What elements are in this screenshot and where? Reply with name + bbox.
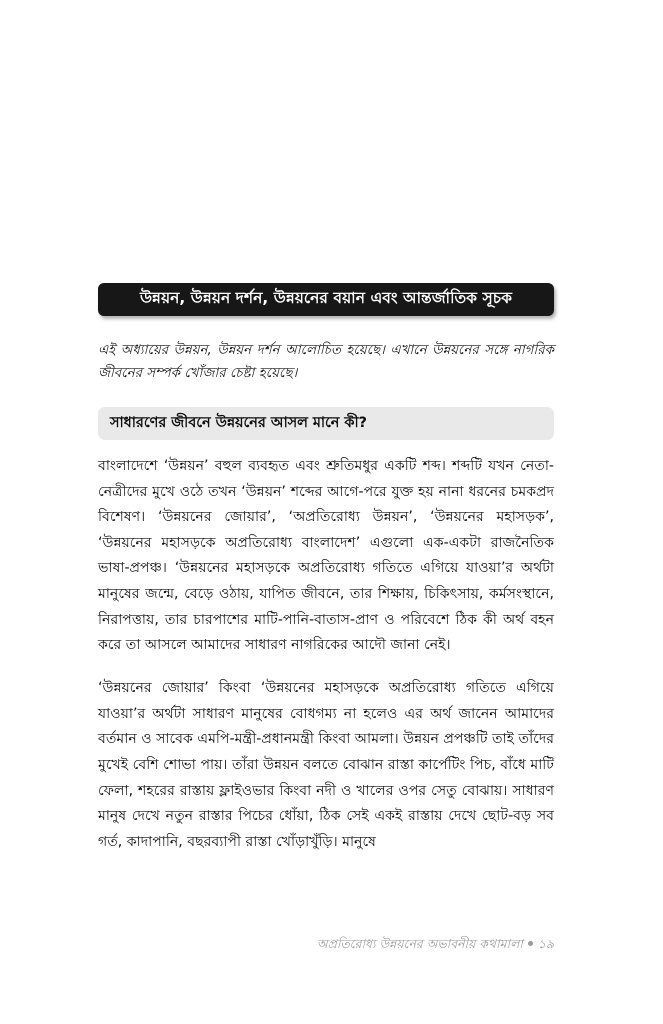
body-paragraph: ‘উন্নয়নের জোয়ার’ কিংবা ‘উন্নয়নের মহাসড়কে অপ্রতিরোধ্য গতিতে এগিয়ে যাওয়া’র অর্থটা সাধারণ মানুষের বোধগম্য না হলেও এর অর্থ জানেন আমাদের বর্তমান ও সাবেক এমপি-মন্ত্রী-প্রধানমন্ত্রী কিংবা আমলা। উন্নয়ন প্রপঞ্চটি তাই তাঁদের মুখেই বেশি শোভা পায়। তাঁরা উন্নয়ন বলতে বোঝান রাস্তা কার্পেটিং পিচ, বাঁধে মাটি ফেলা, শহরের রাস্তায় ফ্লাইওভার কিংবা নদী ও খালের ওপর সেতু বোঝায়। সাধারণ মানুষ দেখে নতুন রাস্তার পিচের ধোঁয়া, ঠিক সেই একই রাস্তায় দেখে ছোট-বড় সব গর্ত, কাদাপানি, বছরব্যাপী রাস্তা খোঁড়াখুঁড়ি। মানুষে [98,679,554,850]
chapter-intro-paragraph: এই অধ্যায়ের উন্নয়ন, উন্নয়ন দর্শন আলোচিত হয়েছে। এখানে উন্নয়নের সঙ্গে নাগরিক জীবনের সম্পর্ক খোঁজার চেষ্টা হয়েছে। [98,342,554,382]
footer-book-title: অপ্রতিরোধ্য উন্নয়নের অভাবনীয় কথামালা [316,936,523,951]
body-paragraph: বাংলাদেশে ‘উন্নয়ন’ বহুল ব্যবহৃত এবং শ্রুতিমধুর একটি শব্দ। শব্দটি যখন নেতা-নেত্রীদের মুখে ওঠে তখন ‘উন্নয়ন’ শব্দের আগে-পরে যুক্ত হয় নানা ধরনের চমকপ্রদ বিশেষণ। ‘উন্নয়নের জোয়ার’, ‘অপ্রতিরোধ্য উন্নয়ন’, ‘উন্নয়নের মহাসড়ক’, ‘উন্নয়নের মহাসড়কে অপ্রতিরোধ্য বাংলাদেশ’ এগুলো এক-একটা রাজনৈতিক ভাষা-প্রপঞ্চ। ‘উন্নয়নের মহাসড়কে অপ্রতিরোধ্য গতিতে এগিয়ে যাওয়া’র অর্থটা মানুষের জন্মে, বেড়ে ওঠায়, যাপিত জীবনে, তার শিক্ষায়, চিকিৎসায়, কর্মসংস্থানে, নিরাপত্তায়, তার চারপাশের মাটি-পানি-বাতাস-প্রাণ ও পরিবেশে ঠিক কী অর্থ বহন করে তা আসলে আমাদের সাধারণ নাগরিকের আদৌ জানা নেই। [98,457,554,654]
bullet-separator-icon [528,941,533,946]
page-number: ১৯ [537,936,554,951]
page-footer [98,936,554,956]
section-heading-bar [98,407,554,440]
page-content-column [98,283,554,855]
chapter-title-bar [98,283,554,316]
section-heading-text: সাধারণের জীবনে উন্নয়নের আসল মানে কী? [110,414,367,431]
chapter-title-text: উন্নয়ন, উন্নয়ন দর্শন, উন্নয়নের বয়ান এবং আন্তর্জাতিক সূচক [139,289,513,307]
